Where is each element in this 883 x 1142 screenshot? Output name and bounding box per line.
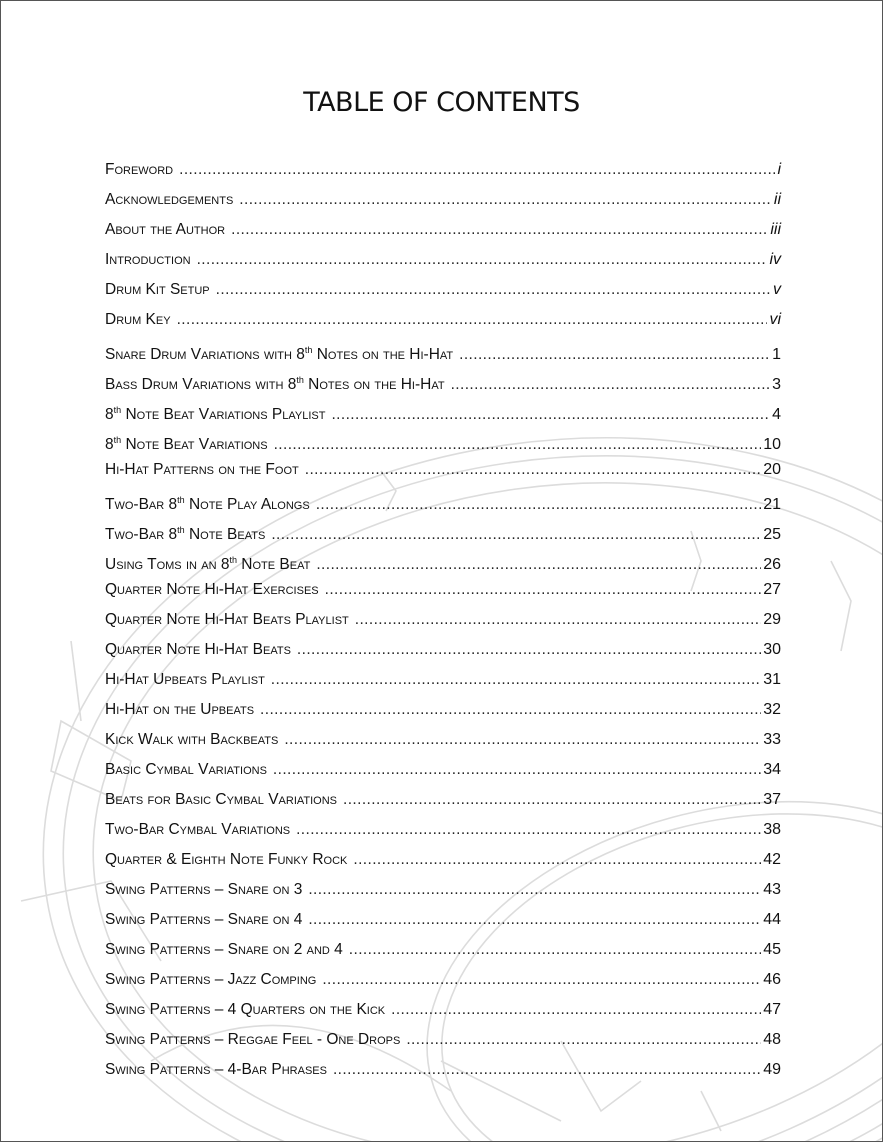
dot-leader bbox=[349, 937, 761, 959]
toc-page-number: 30 bbox=[763, 641, 781, 658]
toc-entry[interactable] bbox=[105, 817, 781, 847]
dot-leader bbox=[305, 457, 761, 479]
toc-entry-title: Two-Bar 8th Note Beats bbox=[105, 525, 266, 543]
toc-page-number: 34 bbox=[763, 761, 781, 778]
dot-leader bbox=[333, 1057, 761, 1079]
toc-entry-title: Acknowledgements bbox=[105, 191, 234, 208]
toc-entry[interactable] bbox=[105, 907, 781, 937]
toc-page-number: 46 bbox=[763, 971, 781, 988]
toc-page-number: 43 bbox=[763, 881, 781, 898]
toc-entry-title: Swing Patterns – Snare on 3 bbox=[105, 881, 303, 898]
dot-leader bbox=[316, 552, 761, 574]
toc-entry[interactable] bbox=[105, 1027, 781, 1057]
dot-leader bbox=[273, 757, 761, 779]
toc-entry[interactable] bbox=[105, 937, 781, 967]
toc-entry[interactable] bbox=[105, 847, 781, 877]
toc-entry-title: Drum Kit Setup bbox=[105, 281, 210, 298]
toc-entry[interactable] bbox=[105, 997, 781, 1027]
toc-entry-title: Using Toms in an 8th Note Beat bbox=[105, 555, 311, 573]
toc-page-number: 44 bbox=[763, 911, 781, 928]
toc-page-number: 37 bbox=[763, 791, 781, 808]
toc-page-number: 21 bbox=[763, 496, 781, 513]
toc-entry-title: Hi-Hat Upbeats Playlist bbox=[105, 671, 265, 688]
toc-entry-title: Two-Bar 8th Note Play Alongs bbox=[105, 495, 310, 513]
dot-leader bbox=[308, 907, 761, 929]
dot-leader bbox=[451, 372, 771, 394]
toc-entry[interactable] bbox=[105, 787, 781, 817]
toc-entry[interactable] bbox=[105, 967, 781, 997]
toc-entry[interactable] bbox=[105, 247, 781, 277]
toc-page-number: 4 bbox=[772, 406, 781, 423]
toc-page-number: 27 bbox=[763, 581, 781, 598]
toc-entry[interactable] bbox=[105, 727, 781, 757]
toc-entry[interactable] bbox=[105, 337, 781, 367]
toc-entry-title: 8th Note Beat Variations Playlist bbox=[105, 405, 326, 423]
dot-leader bbox=[296, 817, 761, 839]
toc-entry-title: Quarter Note Hi-Hat Beats Playlist bbox=[105, 611, 349, 628]
toc-entry-title: Two-Bar Cymbal Variations bbox=[105, 821, 291, 838]
dot-leader bbox=[391, 997, 761, 1019]
toc-entry-title: Bass Drum Variations with 8th Notes on the Hi-Hat bbox=[105, 375, 445, 393]
toc-entry-title: Beats for Basic Cymbal Variations bbox=[105, 791, 338, 808]
toc-entry[interactable] bbox=[105, 157, 781, 187]
toc-page-number: v bbox=[773, 281, 781, 298]
dot-leader bbox=[271, 667, 761, 689]
toc-entry[interactable] bbox=[105, 607, 781, 637]
dot-leader bbox=[459, 342, 770, 364]
toc-page-number: 1 bbox=[772, 346, 781, 363]
toc-page-number: 45 bbox=[763, 941, 781, 958]
table-of-contents bbox=[105, 157, 781, 1087]
dot-leader bbox=[308, 877, 761, 899]
toc-entry-title: About the Author bbox=[105, 221, 226, 238]
toc-page-number: 25 bbox=[763, 526, 781, 543]
toc-entry-title: Basic Cymbal Variations bbox=[105, 761, 267, 778]
dot-leader bbox=[343, 787, 761, 809]
toc-page-number: i bbox=[777, 161, 781, 178]
toc-entry-title: Foreword bbox=[105, 161, 174, 178]
dot-leader bbox=[274, 432, 762, 454]
toc-page-number: 47 bbox=[763, 1001, 781, 1018]
toc-entry[interactable] bbox=[105, 487, 781, 517]
toc-entry[interactable] bbox=[105, 637, 781, 667]
toc-page-number: iv bbox=[769, 251, 781, 268]
toc-page-number: 33 bbox=[763, 731, 781, 748]
toc-entry[interactable] bbox=[105, 427, 781, 457]
toc-entry-title: Quarter & Eighth Note Funky Rock bbox=[105, 851, 348, 868]
toc-entry[interactable] bbox=[105, 517, 781, 547]
dot-leader bbox=[325, 577, 762, 599]
dot-leader bbox=[197, 247, 768, 269]
toc-entry-title: Quarter Note Hi-Hat Exercises bbox=[105, 581, 319, 598]
page-title: TABLE OF CONTENTS bbox=[303, 87, 580, 118]
toc-entry-title: 8th Note Beat Variations bbox=[105, 435, 268, 453]
dot-leader bbox=[179, 157, 775, 179]
toc-entry[interactable] bbox=[105, 547, 781, 577]
toc-entry-title: Hi-Hat on the Upbeats bbox=[105, 701, 255, 718]
toc-entry-title: Swing Patterns – Snare on 2 and 4 bbox=[105, 941, 343, 958]
dot-leader bbox=[271, 522, 761, 544]
toc-entry[interactable] bbox=[105, 697, 781, 727]
toc-entry-title: Swing Patterns – 4-Bar Phrases bbox=[105, 1061, 327, 1078]
toc-entry-title: Introduction bbox=[105, 251, 191, 268]
toc-entry[interactable] bbox=[105, 667, 781, 697]
dot-leader bbox=[284, 727, 761, 749]
toc-entry-title: Kick Walk with Backbeats bbox=[105, 731, 279, 748]
dot-leader bbox=[177, 307, 768, 329]
toc-page-number: 3 bbox=[772, 376, 781, 393]
toc-entry[interactable] bbox=[105, 877, 781, 907]
toc-page-number: iii bbox=[770, 221, 781, 238]
toc-entry[interactable] bbox=[105, 217, 781, 247]
dot-leader bbox=[216, 277, 771, 299]
dot-leader bbox=[353, 847, 761, 869]
dot-leader bbox=[297, 637, 761, 659]
toc-entry-title: Swing Patterns – Snare on 4 bbox=[105, 911, 303, 928]
toc-page-number: 49 bbox=[763, 1061, 781, 1078]
toc-page-number: 10 bbox=[763, 436, 781, 453]
toc-entry[interactable] bbox=[105, 277, 781, 307]
toc-entry[interactable] bbox=[105, 457, 781, 487]
toc-entry-title: Swing Patterns – Reggae Feel - One Drops bbox=[105, 1031, 401, 1048]
toc-page-number: 48 bbox=[763, 1031, 781, 1048]
toc-entry-title: Quarter Note Hi-Hat Beats bbox=[105, 641, 291, 658]
toc-entry[interactable] bbox=[105, 367, 781, 397]
toc-page-number: 20 bbox=[763, 461, 781, 478]
toc-entry-title: Snare Drum Variations with 8th Notes on the Hi-Hat bbox=[105, 345, 454, 363]
toc-entry-title: Swing Patterns – Jazz Comping bbox=[105, 971, 317, 988]
toc-page-number: 29 bbox=[763, 611, 781, 628]
toc-entry[interactable] bbox=[105, 1057, 781, 1087]
dot-leader bbox=[260, 697, 761, 719]
toc-entry[interactable] bbox=[105, 577, 781, 607]
toc-page-number: 42 bbox=[763, 851, 781, 868]
toc-page-number: 38 bbox=[763, 821, 781, 838]
dot-leader bbox=[331, 402, 770, 424]
dot-leader bbox=[355, 607, 761, 629]
toc-entry[interactable] bbox=[105, 397, 781, 427]
toc-page-number: 26 bbox=[763, 556, 781, 573]
toc-entry[interactable] bbox=[105, 307, 781, 337]
toc-entry[interactable] bbox=[105, 187, 781, 217]
toc-page-number: 32 bbox=[763, 701, 781, 718]
toc-page-number: vi bbox=[769, 311, 781, 328]
dot-leader bbox=[406, 1027, 761, 1049]
dot-leader bbox=[231, 217, 768, 239]
dot-leader bbox=[239, 187, 772, 209]
toc-page-number: ii bbox=[773, 191, 781, 208]
toc-entry-title: Drum Key bbox=[105, 311, 171, 328]
dot-leader bbox=[316, 492, 762, 514]
dot-leader bbox=[322, 967, 761, 989]
toc-entry-title: Swing Patterns – 4 Quarters on the Kick bbox=[105, 1001, 386, 1018]
toc-page-number: 31 bbox=[763, 671, 781, 688]
toc-entry-title: Hi-Hat Patterns on the Foot bbox=[105, 461, 299, 478]
toc-entry[interactable] bbox=[105, 757, 781, 787]
